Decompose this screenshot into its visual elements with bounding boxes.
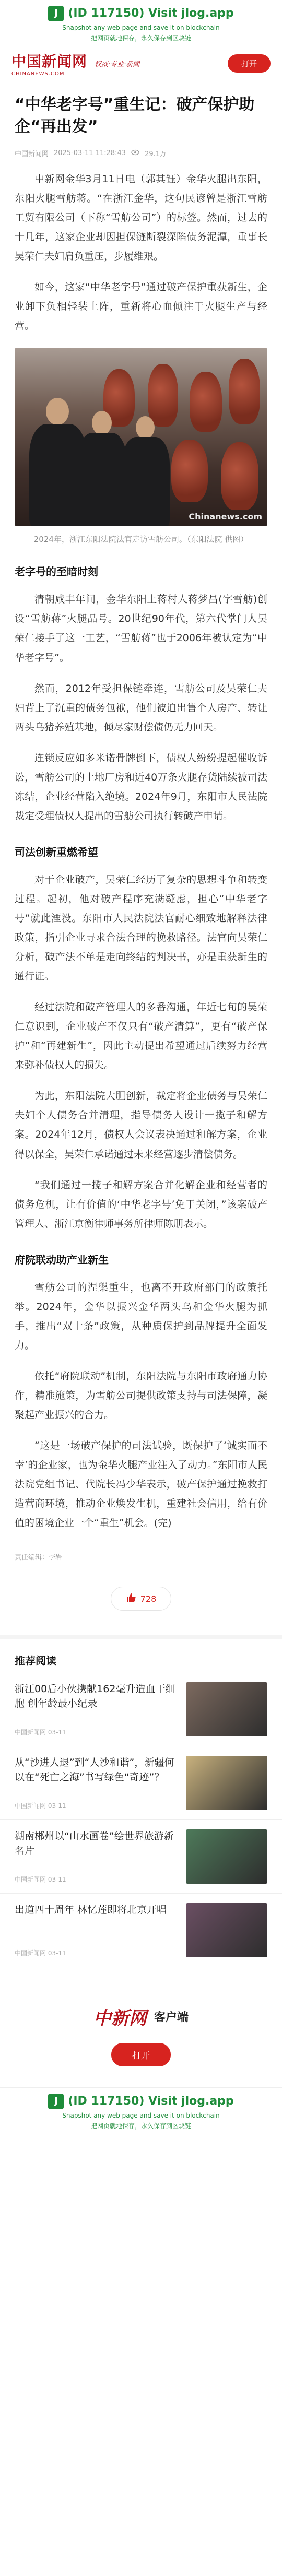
recommend-item[interactable] <box>0 1820 282 1894</box>
recommend-item[interactable] <box>0 1746 282 1820</box>
recommend-source: 中国新闻网 03-11 <box>15 1876 66 1884</box>
recommend-thumbnail[interactable] <box>186 1903 267 1957</box>
footer-logo-cn: 中新网 <box>93 2008 147 2029</box>
recommend-text <box>15 1829 181 1884</box>
logo-cn: 中国新闻网 <box>11 53 88 70</box>
responsible-editor: 责任编辑：李岩 <box>15 1554 63 1562</box>
recommend-thumbnail[interactable] <box>186 1682 267 1736</box>
recommend-source: 中国新闻网 03-11 <box>15 1949 66 1957</box>
recommend-headline: 湖南郴州以“山水画卷”绘世界旅游新名片 <box>15 1830 174 1857</box>
photo-watermark: Chinanews.com <box>189 512 262 522</box>
paragraph: 然而，2012年受担保链牵连，雪舫公司及吴荣仁夫妇背上了沉重的债务包袱，他们被迫出售个人房产、转让两头乌猪养殖基地，倾尽家财偿债仍无力回天。 <box>15 682 267 733</box>
paragraph: 对于企业破产，吴荣仁经历了复杂的思想斗争和转变过程。起初，他对破产程序充满疑虑，担心“中华老字号”就此湮没。东阳市人民法院法官耐心细致地解释法律政策，指引企业寻求合法合理的挽救路径。法官向吴荣仁分析，破产法不单是走向终结的判决书，亦是重获新生的通行证。 <box>15 873 267 983</box>
recommend-section <box>0 1652 282 1967</box>
person-head <box>92 411 112 435</box>
thumbs-up-icon <box>126 1592 136 1605</box>
article-meta <box>15 148 267 158</box>
section-heading: 府院联动助产业新生 <box>15 1253 109 1266</box>
person-shape <box>77 433 127 526</box>
person-shape <box>122 437 170 526</box>
article-title: “中华老字号”重生记：破产保护助企“再出发” <box>15 96 255 136</box>
logo-slogan: 权威·专业·新闻 <box>95 61 140 68</box>
recommend-headline: 浙江00后小伙携献162毫升造血干细胞 创年龄最小纪录 <box>15 1683 175 1709</box>
recommend-title: 推荐阅读 <box>15 1655 56 1668</box>
like-button[interactable] <box>111 1587 172 1611</box>
recommend-text <box>15 1903 181 1957</box>
recommend-item[interactable] <box>0 1894 282 1967</box>
site-logo[interactable] <box>11 50 139 77</box>
paragraph: 雪舫公司的涅槃重生，也离不开政府部门的政策托举。2024年，金华以振兴金华两头乌和金华火腿为抓手，推出“双十条”政策，从种质保护到品牌提升全面发力。 <box>15 1281 267 1351</box>
ham-shape <box>190 372 222 432</box>
article <box>0 94 282 1611</box>
banner-subtitle-en: Snapshot any web page and save it on blockchain <box>62 23 220 31</box>
jlog-logo-icon: J <box>48 2094 64 2109</box>
recommend-source: 中国新闻网 03-11 <box>15 1729 66 1736</box>
paragraph: 为此，东阳法院大胆创新，裁定将企业债务与吴荣仁夫妇个人债务合并清理，指导债务人设计一揽子和解方案。2024年12月，债权人会议表决通过和解方案，企业得以保全，吴荣仁承诺通过未来经营逐步清偿债务。 <box>15 1090 267 1160</box>
recommend-headline: 从“沙进人退”到“人沙和谐”，新疆何以在“死亡之海”书写绿色“奇迹”？ <box>15 1757 174 1783</box>
ham-shape <box>221 442 258 510</box>
recommend-text <box>15 1756 181 1810</box>
logo-en: CHINANEWS.COM <box>11 71 65 77</box>
footer-logo <box>93 2004 189 2029</box>
article-views: 29.1万 <box>145 150 167 158</box>
recommend-item[interactable] <box>0 1673 282 1746</box>
photo-caption: 2024年，浙江东阳法院法官走访雪舫公司。（东阳法院 供图） <box>33 535 249 545</box>
paragraph: 经过法院和破产管理人的多番沟通，年近七旬的吴荣仁意识到，企业破产不仅只有“破产清算”，更有“破产保护”和“再建新生”，因此主动提出希望通过后续努力经营来弥补债权人的损失。 <box>15 1001 267 1071</box>
banner-subtitle-cn: 把网页就地保存，永久保存到区块链 <box>90 2122 191 2130</box>
paragraph: 连锁反应如多米诺骨牌倒下，债权人纷纷提起催收诉讼，雪舫公司的土地厂房和近40万条火腿存货陆续被司法冻结，企业经营陷入绝境。2024年9月，东阳市人民法院裁定受理债权人提出的雪舫公司执行转破产申请。 <box>15 752 267 822</box>
banner-subtitle-cn: 把网页就地保存，永久保存到区块链 <box>90 34 191 42</box>
section-divider <box>0 1635 282 1639</box>
bottom-banner[interactable] <box>0 2087 282 2135</box>
recommend-thumbnail[interactable] <box>186 1829 267 1884</box>
paragraph: 依托“府院联动”机制，东阳法院与东阳市政府通力协作，精准施策，为雪舫公司提供政策支持与司法保障，凝聚起产业振兴的合力。 <box>15 1370 267 1421</box>
article-photo[interactable] <box>15 348 267 526</box>
ham-shape <box>171 440 208 502</box>
banner-subtitle-en: Snapshot any web page and save it on blockchain <box>62 2111 220 2119</box>
section-heading: 司法创新重燃希望 <box>15 845 98 858</box>
article-time: 2025-03-11 11:28:43 <box>54 149 126 157</box>
paragraph: “我们通过一揽子和解方案合并化解企业和经营者的债务危机，让有价值的‘中华老字号’免于关闭，”该案破产管理人、浙江京衡律师事务所律师陈朋表示。 <box>15 1179 267 1230</box>
recommend-text <box>15 1682 181 1736</box>
article-source: 中国新闻网 <box>15 150 49 158</box>
paragraph: 清朝咸丰年间，金华东阳上蒋村人蒋梦昌(字雪舫)创设“雪舫蒋”火腿品号。20世纪90年代，第六代掌门人吴荣仁接手了这一工艺，“雪舫蒋”也于2006年被认定为“中华老字号”。 <box>15 594 267 664</box>
person-head <box>46 398 69 425</box>
site-header <box>0 48 282 79</box>
ham-shape <box>229 359 260 424</box>
views-icon <box>131 149 139 158</box>
paragraph: 如今，这家“中华老字号”通过破产保护重获新生，企业卸下负相轻装上阵，重新将心血倾注于火腿生产与经营。 <box>15 281 267 332</box>
paragraph: 中新网金华3月11日电（郭其钰）金华火腿出东阳，东阳火腿雪舫蒋。“在浙江金华，这句民谚曾是浙江雪舫工贸有限公司（下称“雪舫公司”）的标签。然而，过去的十几年，这家企业却因担保链断裂深陷债务泥潭，重事长吴荣仁夫妇肩负重压，步履维艰。 <box>15 173 267 263</box>
recommend-source: 中国新闻网 03-11 <box>15 1802 66 1810</box>
ham-shape <box>148 364 178 427</box>
person-head <box>136 416 155 439</box>
recommend-thumbnail[interactable] <box>186 1756 267 1810</box>
paragraph: “这是一场破产保护的司法试验，既保护了‘诚实而不幸’的企业家，也为金华火腿产业注入了动力。”东阳市人民法院党组书记、代院长冯少华表示，破产保护通过挽救打造营商环境，推动企业焕发生机，重建社会信用，给有价值的困境企业一个“重生”机会。(完) <box>15 1440 267 1529</box>
recommend-headline: 出道四十周年 林忆莲即将北京开唱 <box>15 1904 167 1916</box>
open-app-button[interactable]: 打开 <box>228 54 271 73</box>
jlog-logo-icon: J <box>48 6 64 21</box>
section-heading: 老字号的至暗时刻 <box>15 565 98 578</box>
footer-open-button[interactable]: 打开 <box>111 2043 171 2066</box>
top-banner[interactable] <box>0 0 282 48</box>
banner-title: (ID 117150) Visit jlog.app <box>68 7 234 20</box>
like-count: 728 <box>140 1593 157 1604</box>
footer <box>0 1967 282 2087</box>
footer-client-label: 客户端 <box>154 2011 189 2025</box>
banner-title: (ID 117150) Visit jlog.app <box>68 2095 234 2108</box>
